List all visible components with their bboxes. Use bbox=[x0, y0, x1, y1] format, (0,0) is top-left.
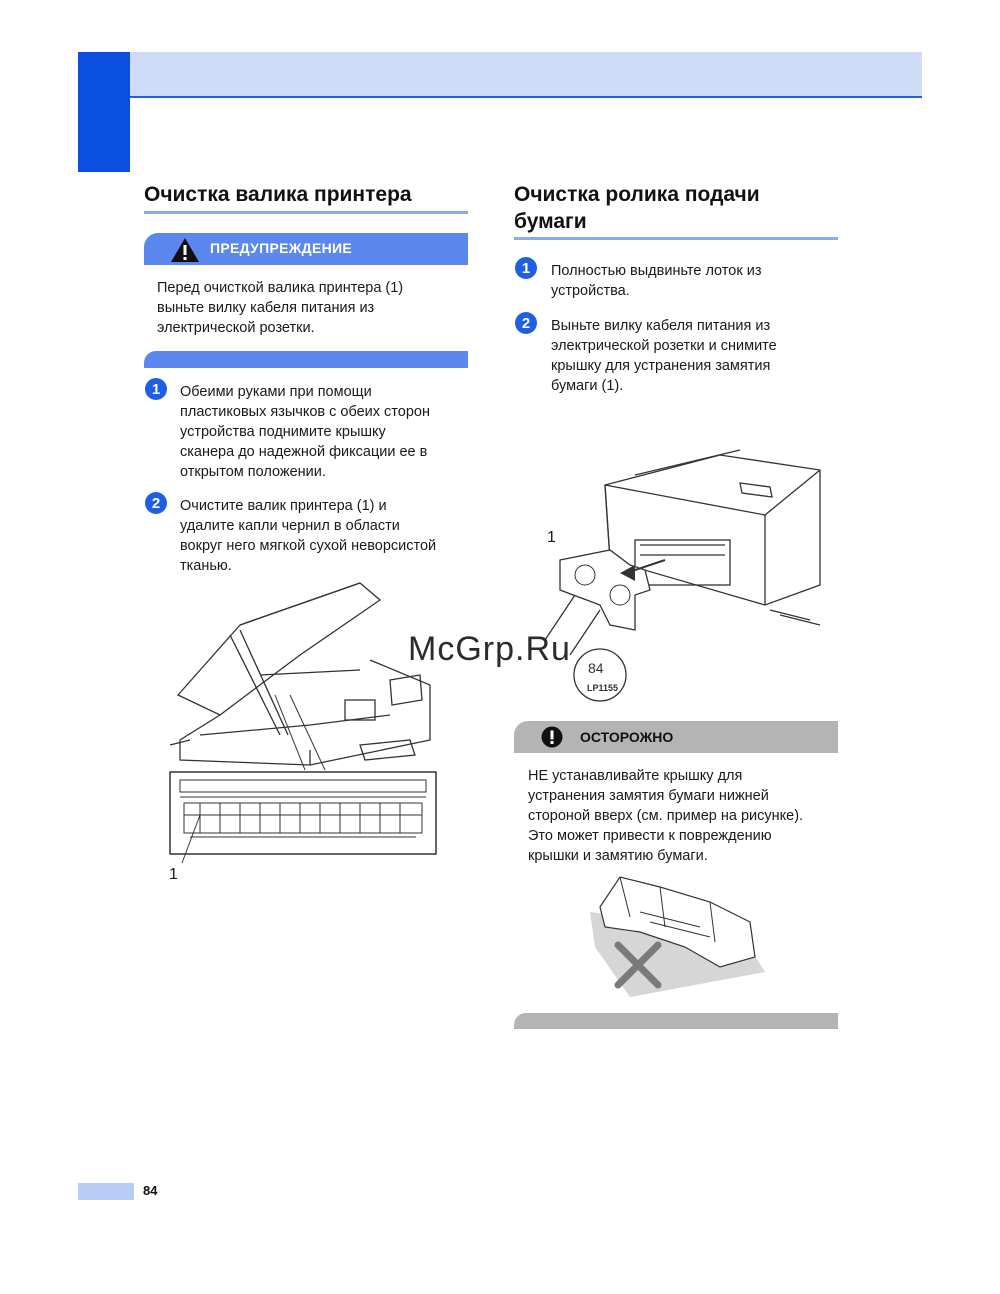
figure-code-tag: LP1155 bbox=[587, 683, 619, 693]
step-number-badge: 1 bbox=[145, 378, 167, 400]
step-number-badge: 1 bbox=[515, 257, 537, 279]
step-number-badge: 2 bbox=[515, 312, 537, 334]
left-section-title: Очистка валика принтера bbox=[144, 183, 412, 206]
caution-label: ОСТОРОЖНО bbox=[580, 729, 674, 745]
warning-end-bar bbox=[144, 351, 468, 368]
chapter-tab bbox=[78, 52, 130, 172]
incorrect-placement-illustration bbox=[590, 872, 770, 998]
left-figure-callout: 1 bbox=[169, 866, 178, 883]
page-number: 84 bbox=[143, 1183, 158, 1198]
right-title-rule bbox=[514, 237, 838, 240]
right-step-1-text: Полностью выдвиньте лоток из устройства. bbox=[551, 263, 762, 299]
printer-platen-illustration bbox=[160, 575, 450, 885]
footer-tab bbox=[78, 1183, 134, 1200]
left-step-1-text: Обеими руками при помощи пластиковых язычков с обеих сторон устройства поднимите крышку сканера до надежной фиксации ее в открытом положении. bbox=[180, 384, 430, 480]
caution-end-bar bbox=[514, 1013, 838, 1029]
header-band bbox=[78, 52, 922, 98]
warning-text: Перед очисткой валика принтера (1) выньте вилку кабеля питания из электрической розетки. bbox=[157, 280, 404, 336]
warning-icon bbox=[170, 237, 200, 263]
left-step-2-text: Очистите валик принтера (1) и удалите капли чернил в области вокруг него мягкой сухой неворсистой тканью. bbox=[180, 498, 437, 574]
left-title-rule bbox=[144, 211, 468, 214]
right-step-2-text: Выньте вилку кабеля питания из электрической розетки и снимите крышку для устранения замятия бумаги (1). bbox=[551, 318, 777, 394]
jam-cover-removal-illustration bbox=[540, 445, 830, 705]
caution-icon bbox=[541, 726, 563, 748]
right-figure-callout: 1 bbox=[547, 529, 556, 546]
right-section-title: Очистка ролика подачи бумаги bbox=[514, 183, 760, 233]
warning-label: ПРЕДУПРЕЖДЕНИЕ bbox=[210, 240, 353, 256]
caution-text: НЕ устанавливайте крышку для устранения замятия бумаги нижней стороной вверх (см. пример на рисунке). Это может привести к повреждению крышки и замятию бумаги. bbox=[528, 768, 804, 864]
step-number-badge: 2 bbox=[145, 492, 167, 514]
watermark-text: McGrp.Ru bbox=[408, 630, 571, 668]
svg-text:84: 84 bbox=[588, 660, 604, 676]
